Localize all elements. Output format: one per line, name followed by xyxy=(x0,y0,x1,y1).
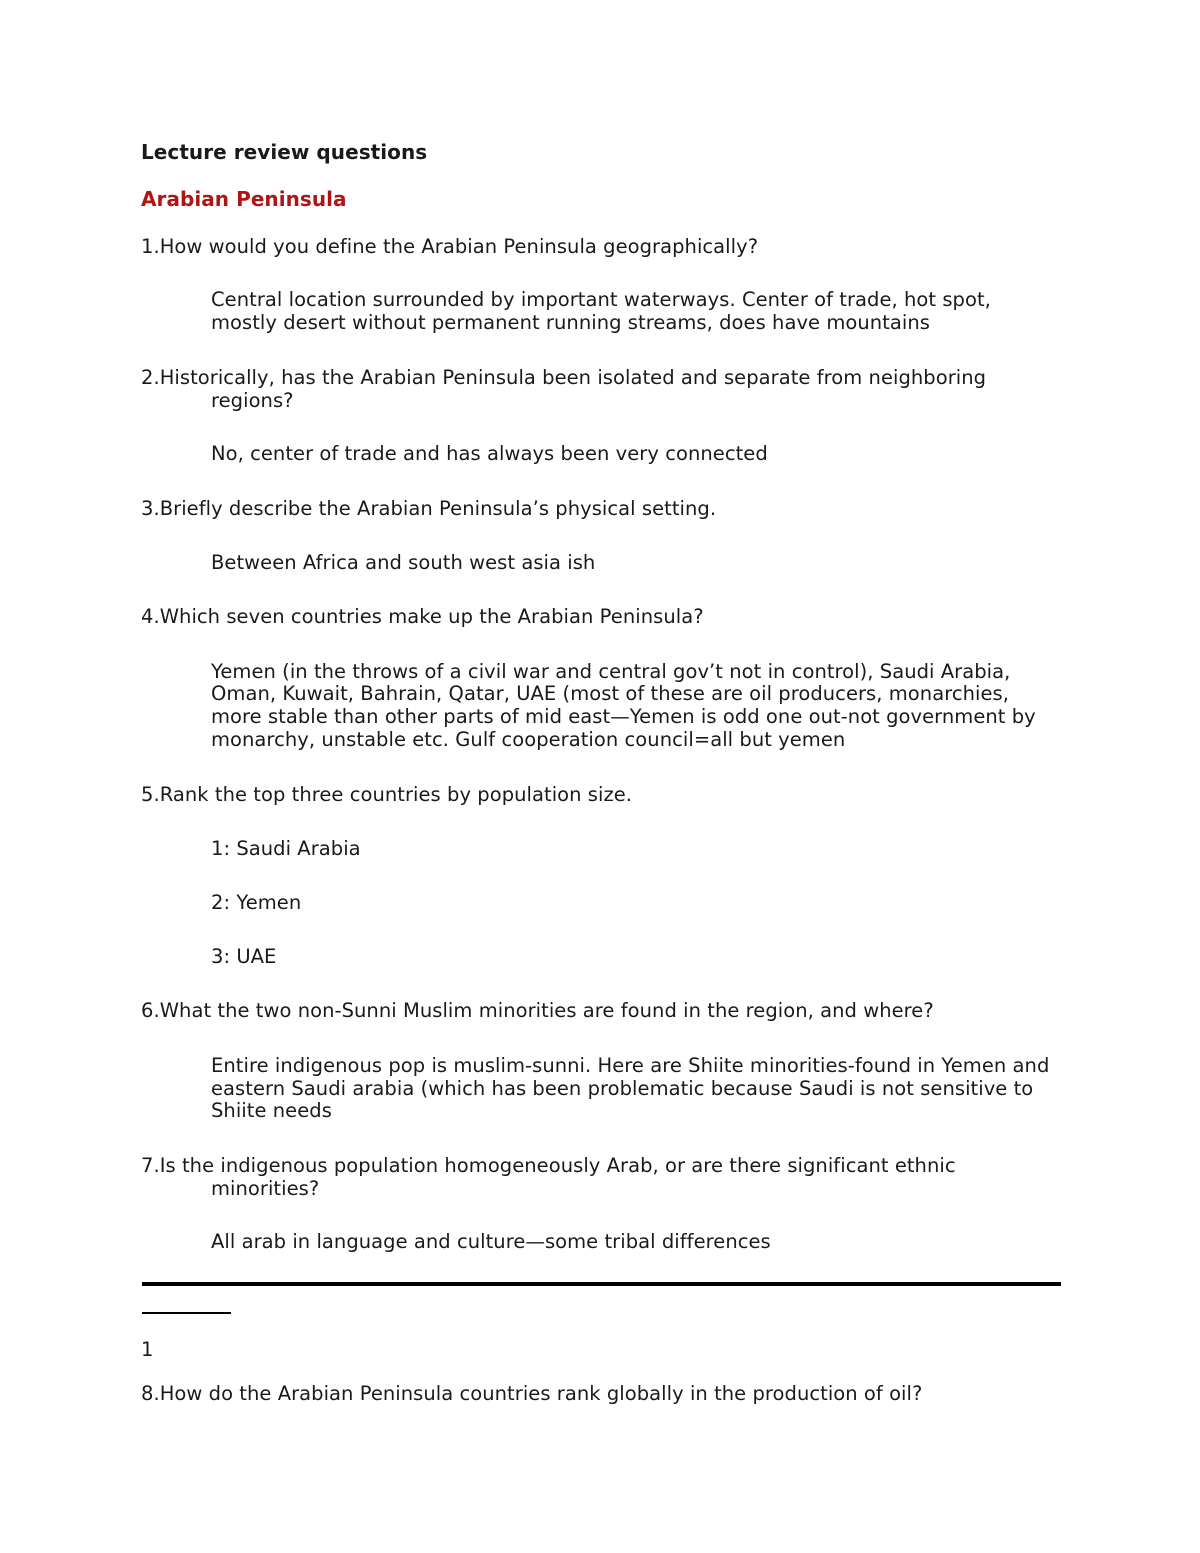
answer-5-rank-2: 2: Yemen xyxy=(211,891,302,914)
answer-5-rank-1: 1: Saudi Arabia xyxy=(211,837,361,860)
footnote-number: 1 xyxy=(141,1338,154,1361)
question-1: 1.How would you define the Arabian Peninsula geographically? xyxy=(141,235,759,258)
question-7-line-2: minorities? xyxy=(211,1177,320,1200)
question-5: 5.Rank the top three countries by population size. xyxy=(141,783,633,806)
answer-3: Between Africa and south west asia ish xyxy=(211,551,596,574)
answer-7: All arab in language and culture—some tribal differences xyxy=(211,1230,771,1253)
question-3: 3.Briefly describe the Arabian Peninsula’s physical setting. xyxy=(141,497,717,520)
answer-2: No, center of trade and has always been very connected xyxy=(211,442,768,465)
question-2-line-2: regions? xyxy=(211,389,294,412)
answer-1-line-2: mostly desert without permanent running streams, does have mountains xyxy=(211,311,930,334)
answer-4-line-4: monarchy, unstable etc. Gulf cooperation council=all but yemen xyxy=(211,728,846,751)
question-6: 6.What the two non-Sunni Muslim minorities are found in the region, and where? xyxy=(141,999,934,1022)
answer-6-line-1: Entire indigenous pop is muslim-sunni. Here are Shiite minorities-found in Yemen and xyxy=(211,1054,1050,1077)
answer-4-line-1: Yemen (in the throws of a civil war and central gov’t not in control), Saudi Arabia, xyxy=(211,660,1011,683)
answer-4-line-3: more stable than other parts of mid east—Yemen is odd one out-not government by xyxy=(211,705,1036,728)
answer-6-line-3: Shiite needs xyxy=(211,1099,332,1122)
answer-1-line-1: Central location surrounded by important waterways. Center of trade, hot spot, xyxy=(211,288,991,311)
question-2-line-1: 2.Historically, has the Arabian Peninsula been isolated and separate from neighboring xyxy=(141,366,987,389)
document-title: Lecture review questions xyxy=(141,140,428,164)
footnote-separator xyxy=(142,1312,231,1314)
question-4: 4.Which seven countries make up the Arabian Peninsula? xyxy=(141,605,704,628)
answer-5-rank-3: 3: UAE xyxy=(211,945,277,968)
answer-4-line-2: Oman, Kuwait, Bahrain, Qatar, UAE (most of these are oil producers, monarchies, xyxy=(211,682,1009,705)
answer-6-line-2: eastern Saudi arabia (which has been problematic because Saudi is not sensitive to xyxy=(211,1077,1034,1100)
page-break-rule xyxy=(142,1282,1061,1286)
section-heading: Arabian Peninsula xyxy=(141,187,347,211)
question-8: 8.How do the Arabian Peninsula countries rank globally in the production of oil? xyxy=(141,1382,923,1405)
question-7-line-1: 7.Is the indigenous population homogeneously Arab, or are there significant ethnic xyxy=(141,1154,956,1177)
